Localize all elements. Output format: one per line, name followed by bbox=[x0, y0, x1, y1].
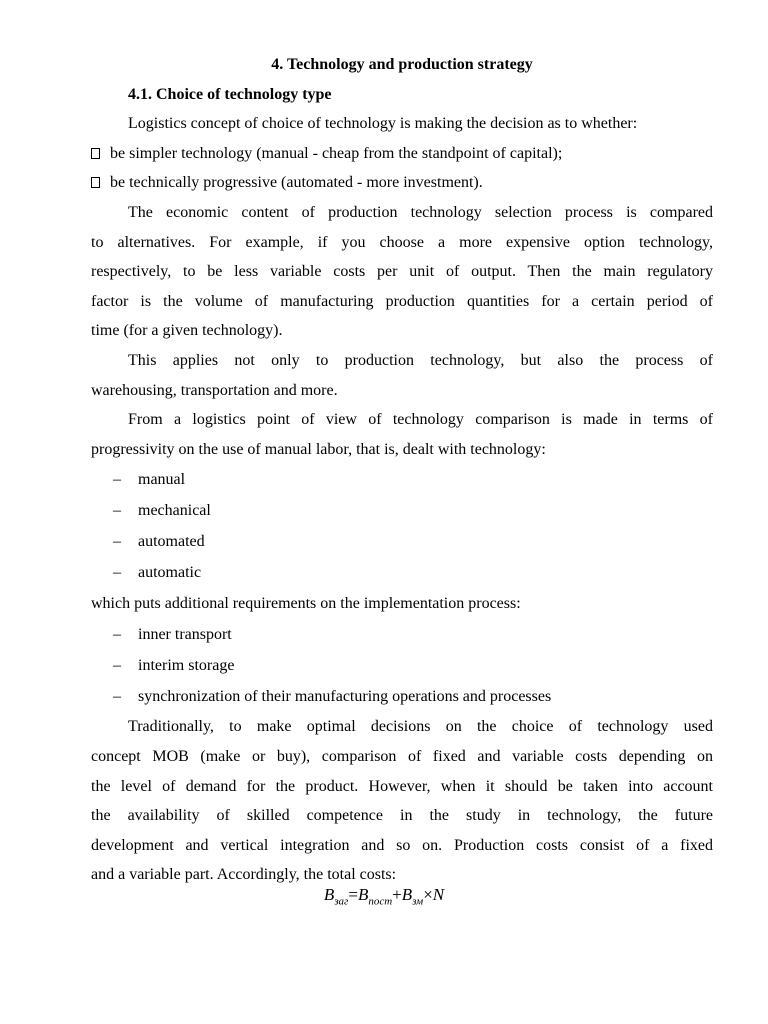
paragraph-line: the availability of skilled competence in the study in technology, the future bbox=[91, 807, 713, 825]
choice-item bbox=[91, 168, 713, 198]
tech-list-text: automatic bbox=[138, 564, 202, 582]
dash-bullet: – bbox=[113, 533, 121, 551]
formula-term1-sub: пост bbox=[368, 895, 393, 908]
tech-list-text: manual bbox=[138, 471, 186, 489]
paragraph-line: warehousing, transportation and more. bbox=[91, 381, 338, 399]
formula-term1: B bbox=[357, 885, 369, 904]
choice-item bbox=[91, 139, 713, 169]
formula-times: × bbox=[423, 885, 433, 904]
dash-bullet: – bbox=[113, 657, 121, 675]
paragraph-line: The economic content of production technology selection process is compared bbox=[128, 203, 713, 221]
requirement-text: inner transport bbox=[138, 626, 232, 644]
missing-glyph-box-icon bbox=[91, 148, 100, 159]
paragraph-line: time (for a given technology). bbox=[91, 322, 283, 340]
tech-list-item bbox=[91, 557, 713, 588]
requirement-text: interim storage bbox=[138, 657, 235, 675]
paragraph-line: This applies not only to production technology, but also the process of bbox=[128, 351, 713, 369]
formula-plus: + bbox=[392, 885, 402, 904]
formula-term2-sub: зм bbox=[412, 895, 424, 908]
paragraph-line: factor is the volume of manufacturing production quantities for a certain period of bbox=[91, 292, 713, 310]
requirement-text: synchronization of their manufacturing operations and processes bbox=[138, 688, 552, 706]
total-cost-formula bbox=[0, 885, 768, 907]
tech-list-item bbox=[91, 464, 713, 495]
requirement-item bbox=[91, 650, 713, 681]
paragraph-line: progressivity on the use of manual labor, that is, dealt with technology: bbox=[91, 440, 546, 458]
dash-bullet: – bbox=[113, 564, 121, 582]
requirement-item bbox=[91, 681, 713, 712]
paragraph-line: Traditionally, to make optimal decisions on the choice of technology used bbox=[128, 718, 713, 736]
intro-line: Logistics concept of choice of technology is making the decision as to whether: bbox=[128, 115, 638, 133]
dash-bullet: – bbox=[113, 688, 121, 706]
section-heading: 4. Technology and production strategy bbox=[271, 56, 533, 73]
subsection-heading: 4.1. Choice of technology type bbox=[128, 85, 332, 103]
missing-glyph-box-icon bbox=[91, 177, 100, 188]
tech-list-item bbox=[91, 526, 713, 557]
choice-text: be technically progressive (automated - more investment). bbox=[110, 174, 483, 192]
paragraph-line: the level of demand for the product. However, when it should be taken into account bbox=[91, 777, 713, 795]
paragraph-line: respectively, to be less variable costs per unit of output. Then the main regulatory bbox=[91, 263, 713, 281]
dash-bullet: – bbox=[113, 471, 121, 489]
paragraph-line: to alternatives. For example, if you choose a more expensive option technology, bbox=[91, 233, 713, 251]
paragraph-line: From a logistics point of view of technology comparison is made in terms of bbox=[128, 411, 713, 429]
choice-text: be simpler technology (manual - cheap from the standpoint of capital); bbox=[110, 144, 563, 162]
formula-n: N bbox=[432, 885, 445, 904]
paragraph-line: development and vertical integration and so on. Production costs consist of a fixed bbox=[91, 836, 713, 854]
formula-lhs: B bbox=[323, 885, 335, 904]
tech-list-text: mechanical bbox=[138, 502, 211, 520]
dash-bullet: – bbox=[113, 626, 121, 644]
formula-term2: B bbox=[401, 885, 413, 904]
requirements-intro: which puts additional requirements on the implementation process: bbox=[91, 595, 521, 613]
tech-list-item bbox=[91, 495, 713, 526]
paragraph-line: concept MOB (make or buy), comparison of fixed and variable costs depending on bbox=[91, 747, 713, 765]
formula-equals: = bbox=[348, 885, 358, 904]
tech-list-text: automated bbox=[138, 533, 205, 551]
paragraph-line: and a variable part. Accordingly, the total costs: bbox=[91, 866, 397, 884]
formula-lhs-sub: заг bbox=[334, 895, 349, 908]
text-column bbox=[91, 50, 713, 890]
dash-bullet: – bbox=[113, 502, 121, 520]
requirement-item bbox=[91, 619, 713, 650]
